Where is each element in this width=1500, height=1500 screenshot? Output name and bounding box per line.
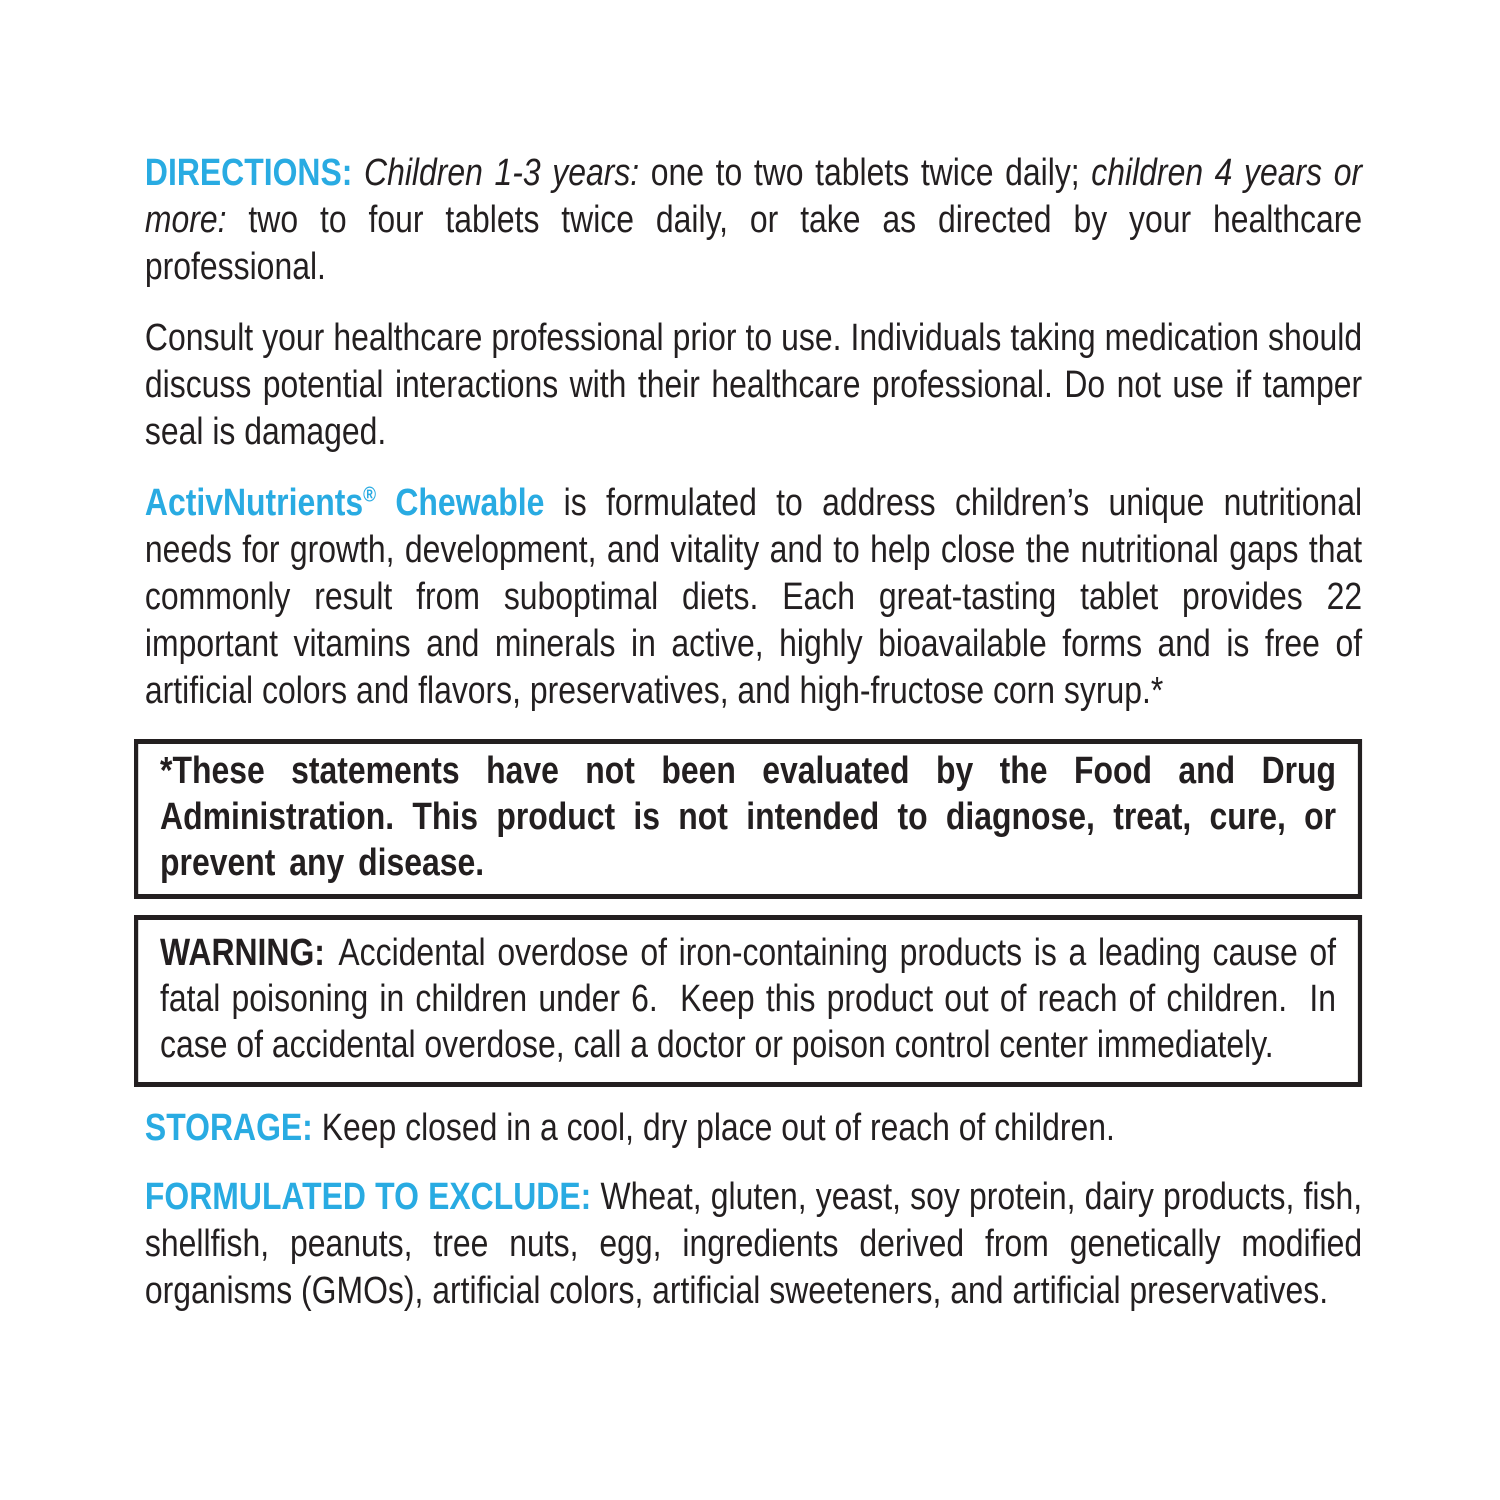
- brand-name: ActivNutrients: [144, 482, 364, 524]
- formulated-text: Wheat, gluten, yeast, soy protein, dairy products, fish, shellfish, peanuts, tree nuts, egg, ingredients derived from genetically modified organisms (GMOs), artificial colors, artificial sweeteners, and artificial preservatives.: [144, 1176, 1363, 1312]
- directions-paragraph: [145, 150, 1362, 291]
- consult-text: Consult your healthcare professional prior to use. Individuals taking medication should discuss potential interactions with their healthcare professional. Do not use if tamper seal is damaged.: [144, 317, 1363, 453]
- fda-disclaimer-box: [134, 739, 1362, 899]
- iron-warning-box: [134, 915, 1362, 1087]
- formulated-label: FORMULATED TO EXCLUDE:: [144, 1176, 592, 1218]
- storage-paragraph: [145, 1105, 1362, 1152]
- label-panel: [134, 150, 1500, 1315]
- formulated-to-exclude-paragraph: [145, 1174, 1362, 1315]
- label-text-column: [134, 150, 1362, 1315]
- warning-text: Accidental overdose of iron-containing products is a leading cause of fatal poisoning in children under 6. Keep this product out of reach of children. In case of accidental overdose, call a doctor or poison control center immediately.: [160, 932, 1345, 1066]
- product-description-paragraph: [145, 480, 1362, 715]
- directions-age-group-2: children 4 years or more:: [144, 152, 1363, 241]
- warning-label: WARNING:: [160, 932, 325, 974]
- directions-dosage-1: one to two tablets twice daily;: [650, 152, 1080, 194]
- product-description-text: is formulated to address children’s unique nutritional needs for growth, development, and vitality and to help close the nutritional gaps that commonly result from suboptimal diets. Each great-tasting tablet provides 22 important vitamins and minerals in active, highly bioavailable forms and is free of artificial colors and flavors, preservatives, and high-fructose corn syrup.*: [144, 482, 1363, 712]
- brand-suffix: Chewable: [395, 482, 545, 524]
- directions-label: DIRECTIONS:: [144, 152, 353, 194]
- registered-trademark-symbol: ®: [363, 483, 377, 507]
- storage-label: STORAGE:: [144, 1107, 313, 1149]
- fda-disclaimer-text: *These statements have not been evaluated by the Food and Drug Administration. This product is not intended to diagnose, treat, cure, or prevent any disease.: [160, 750, 1337, 884]
- product-brand: [145, 482, 544, 524]
- directions-dosage-2: two to four tablets twice daily, or take as directed by your healthcare professional.: [144, 199, 1363, 288]
- consult-paragraph: [145, 315, 1362, 456]
- directions-age-group-1: Children 1-3 years:: [364, 152, 640, 194]
- storage-text: Keep closed in a cool, dry place out of reach of children.: [321, 1107, 1115, 1149]
